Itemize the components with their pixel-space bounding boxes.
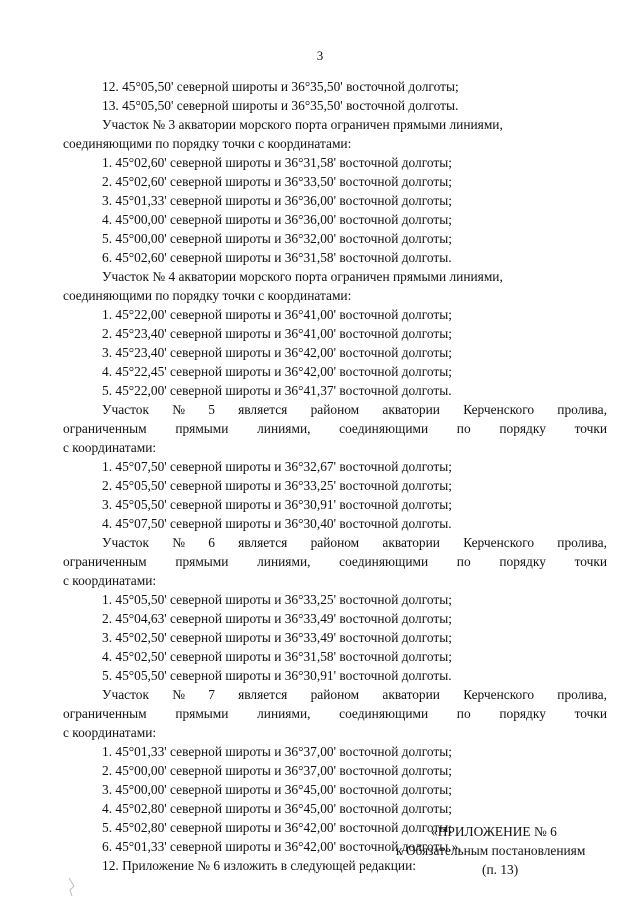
- word: №: [172, 535, 185, 550]
- coordinate-item: 5. 45°05,50' северной широты и 36°30,91' восточной долготы.: [102, 668, 452, 683]
- coordinate-item: 1. 45°07,50' северной широты и 36°32,67' восточной долготы;: [102, 459, 452, 474]
- word: Керченского: [463, 402, 535, 417]
- word: точки: [574, 706, 607, 721]
- word: является: [238, 687, 288, 702]
- coordinate-item: 2. 45°05,50' северной широты и 36°33,25' восточной долготы;: [102, 478, 452, 493]
- word: по: [456, 554, 471, 569]
- section-continuation: [63, 419, 607, 438]
- word: районом: [310, 535, 360, 550]
- word: ограниченным: [63, 554, 147, 569]
- scan-mark: [66, 876, 80, 898]
- word: соединяющими: [339, 706, 429, 721]
- word: акватории: [382, 687, 440, 702]
- coordinate-item: 4. 45°00,00' северной широты и 36°36,00' восточной долготы;: [102, 212, 452, 227]
- word: пролива,: [557, 535, 607, 550]
- word: прямыми: [175, 554, 229, 569]
- coordinate-item: 2. 45°00,00' северной широты и 36°37,00' восточной долготы;: [102, 763, 452, 778]
- word: по: [456, 706, 471, 721]
- appendix-paragraph-ref: (п. 13): [482, 862, 519, 877]
- word: порядку: [499, 554, 546, 569]
- word: районом: [310, 402, 360, 417]
- word: №: [172, 402, 185, 417]
- coordinate-item: 4. 45°22,45' северной широты и 36°42,00' восточной долготы;: [102, 364, 452, 379]
- section-continuation: [63, 552, 607, 571]
- word: точки: [574, 554, 607, 569]
- word: акватории: [382, 402, 440, 417]
- section-heading: Участок № 3 акватории морского порта ограничен прямыми линиями,: [102, 117, 503, 132]
- coordinate-item: 3. 45°05,50' северной широты и 36°30,91' восточной долготы;: [102, 497, 452, 512]
- section-heading: [102, 400, 607, 419]
- word: акватории: [382, 535, 440, 550]
- page-number: 3: [316, 48, 324, 63]
- amendment-item: 12. Приложение № 6 изложить в следующей редакции:: [102, 858, 416, 873]
- coordinate-item: 6. 45°02,60' северной широты и 36°31,58' восточной долготы.: [102, 250, 452, 265]
- coordinate-item: 5. 45°22,00' северной широты и 36°41,37' восточной долготы.: [102, 383, 452, 398]
- section-continuation: соединяющими по порядку точки с координатами:: [63, 288, 352, 303]
- appendix-subtitle: к Обязательным постановлениям: [396, 843, 586, 858]
- word: 6: [208, 535, 215, 550]
- coordinate-item: 3. 45°23,40' северной широты и 36°42,00' восточной долготы;: [102, 345, 452, 360]
- coordinate-item: 1. 45°02,60' северной широты и 36°31,58' восточной долготы;: [102, 155, 452, 170]
- coordinate-item: 2. 45°23,40' северной широты и 36°41,00' восточной долготы;: [102, 326, 452, 341]
- word: прямыми: [175, 706, 229, 721]
- word: Участок: [102, 535, 149, 550]
- word: линиями,: [257, 706, 311, 721]
- word: Участок: [102, 402, 149, 417]
- word: районом: [310, 687, 360, 702]
- coordinate-item: 5. 45°00,00' северной широты и 36°32,00' восточной долготы;: [102, 231, 452, 246]
- word: пролива,: [557, 402, 607, 417]
- word: линиями,: [257, 421, 311, 436]
- section-continuation: с координатами:: [63, 573, 157, 588]
- word: ограниченным: [63, 706, 147, 721]
- coordinate-item: 4. 45°02,50' северной широты и 36°31,58' восточной долготы;: [102, 649, 452, 664]
- word: точки: [574, 421, 607, 436]
- section-heading: Участок № 4 акватории морского порта ограничен прямыми линиями,: [102, 269, 503, 284]
- coordinate-item: 4. 45°07,50' северной широты и 36°30,40' восточной долготы.: [102, 516, 452, 531]
- word: Керченского: [463, 535, 535, 550]
- coordinate-item: 3. 45°00,00' северной широты и 36°45,00' восточной долготы;: [102, 782, 452, 797]
- word: линиями,: [257, 554, 311, 569]
- word: по: [456, 421, 471, 436]
- section-continuation: соединяющими по порядку точки с координатами:: [63, 136, 352, 151]
- coordinate-item: 3. 45°02,50' северной широты и 36°33,49' восточной долготы;: [102, 630, 452, 645]
- word: Керченского: [463, 687, 535, 702]
- coordinate-item: 1. 45°05,50' северной широты и 36°33,25' восточной долготы;: [102, 592, 452, 607]
- coordinate-item: 1. 45°01,33' северной широты и 36°37,00' восточной долготы;: [102, 744, 452, 759]
- coordinate-item: 2. 45°04,63' северной широты и 36°33,49' восточной долготы;: [102, 611, 452, 626]
- word: порядку: [499, 706, 546, 721]
- appendix-title: «ПРИЛОЖЕНИЕ № 6: [431, 824, 557, 839]
- word: ограниченным: [63, 421, 147, 436]
- coordinate-item: 13. 45°05,50' северной широты и 36°35,50' восточной долготы.: [102, 98, 459, 113]
- coordinate-item: 6. 45°01,33' северной широты и 36°42,00' восточной долготы.».: [102, 839, 462, 854]
- word: порядку: [499, 421, 546, 436]
- word: является: [238, 535, 288, 550]
- section-continuation: с координатами:: [63, 725, 157, 740]
- coordinate-item: 12. 45°05,50' северной широты и 36°35,50' восточной долготы;: [102, 79, 459, 94]
- section-continuation: [63, 704, 607, 723]
- word: является: [238, 402, 288, 417]
- coordinate-item: 1. 45°22,00' северной широты и 36°41,00' восточной долготы;: [102, 307, 452, 322]
- coordinate-item: 4. 45°02,80' северной широты и 36°45,00' восточной долготы;: [102, 801, 452, 816]
- word: 7: [208, 687, 215, 702]
- coordinate-item: 5. 45°02,80' северной широты и 36°42,00' восточной долготы;: [102, 820, 452, 835]
- coordinate-item: 2. 45°02,60' северной широты и 36°33,50' восточной долготы;: [102, 174, 452, 189]
- section-heading: [102, 685, 607, 704]
- word: Участок: [102, 687, 149, 702]
- word: соединяющими: [339, 554, 429, 569]
- word: 5: [208, 402, 215, 417]
- word: прямыми: [175, 421, 229, 436]
- coordinate-item: 3. 45°01,33' северной широты и 36°36,00' восточной долготы;: [102, 193, 452, 208]
- section-heading: [102, 533, 607, 552]
- word: пролива,: [557, 687, 607, 702]
- section-continuation: с координатами:: [63, 440, 157, 455]
- word: соединяющими: [339, 421, 429, 436]
- word: №: [172, 687, 185, 702]
